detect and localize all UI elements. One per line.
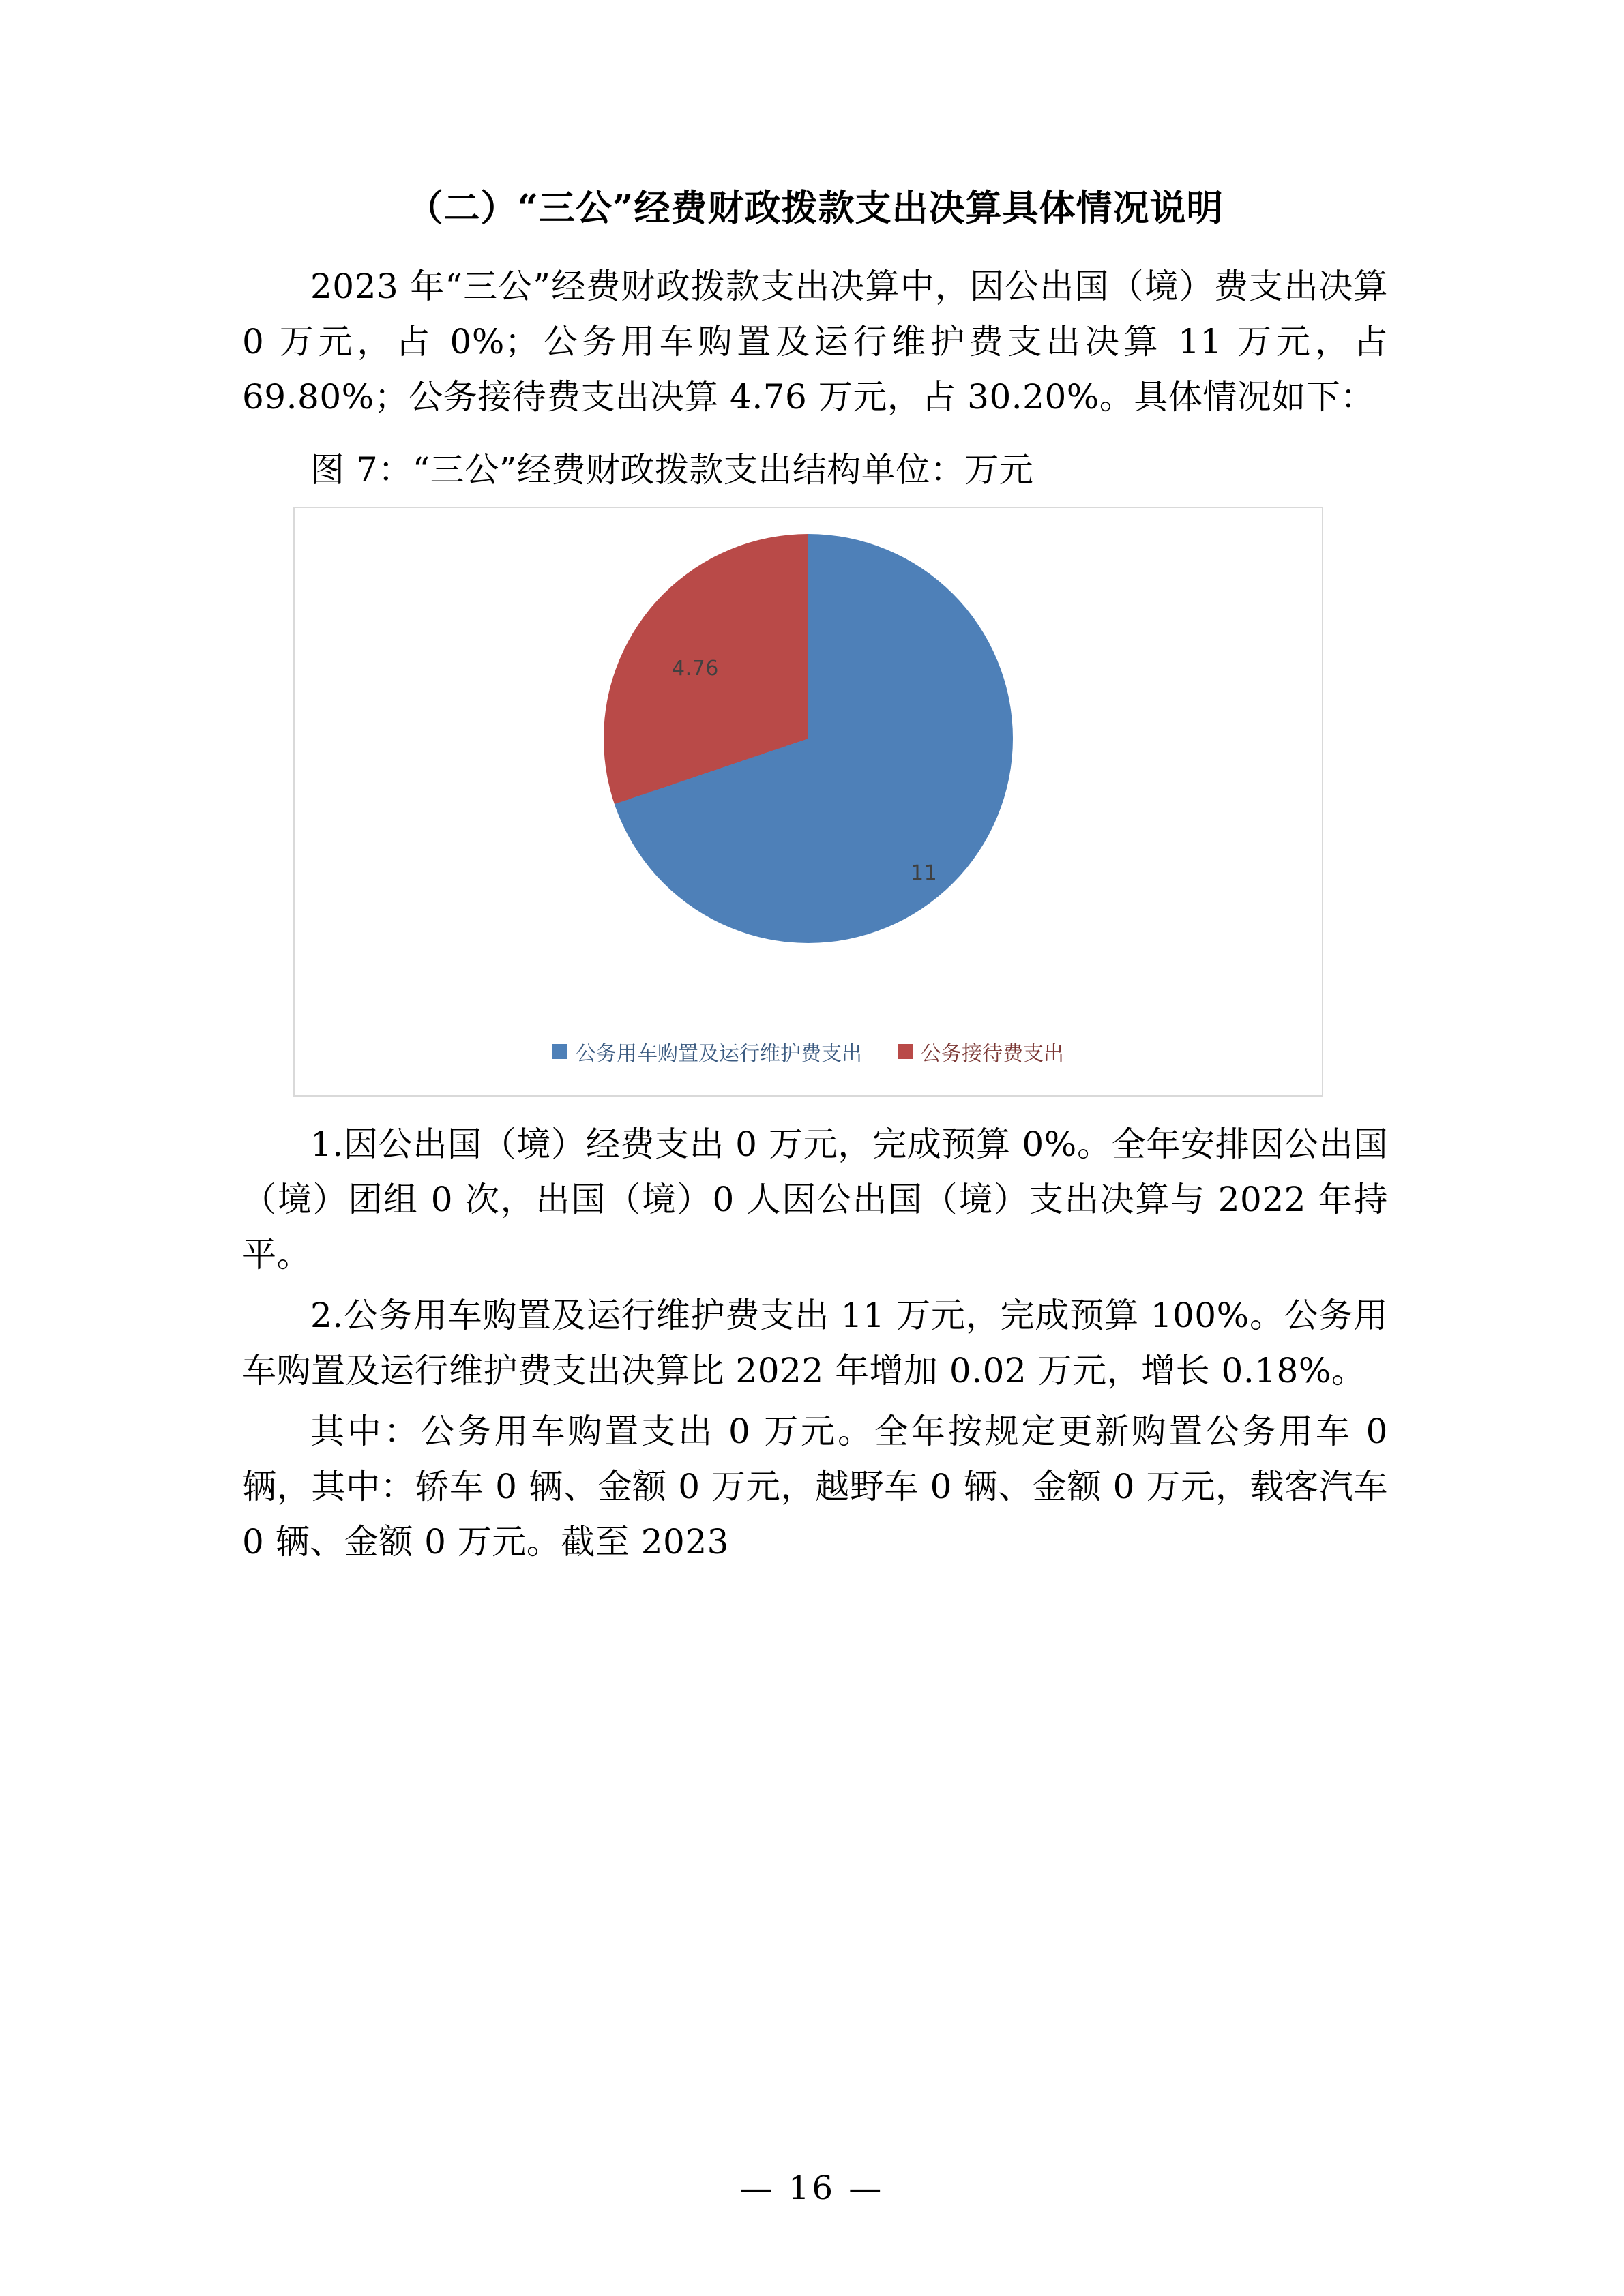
pie-chart [293, 507, 1323, 1097]
pie-slice-label-vehicle: 11 [911, 861, 938, 885]
legend-item-reception [898, 1037, 1064, 1067]
legend-swatch-red-icon [898, 1044, 913, 1059]
pie-slice-label-reception: 4.76 [672, 656, 719, 681]
page-content [242, 184, 1388, 1575]
paragraph-vehicle-purchase: 其中：公务用车购置支出 0 万元。全年按规定更新购置公务用车 0 辆，其中：轿车 0 辆、金额 0 万元，越野车 0 辆、金额 0 万元，载客汽车 0 辆、金额 0 万元。截至 2023 [242, 1411, 1388, 1562]
legend-item-vehicle [552, 1037, 862, 1067]
paragraph-summary: 2023 年“三公”经费财政拨款支出决算中，因公出国（境）费支出决算 0 万元，占 0%；公务用车购置及运行维护费支出决算 11 万元，占 69.80%；公务接待费支出决算 4.76 万元，占 30.20%。具体情况如下： [242, 266, 1388, 417]
paragraph-vehicle: 2.公务用车购置及运行维护费支出 11 万元，完成预算 100%。公务用车购置及运行维护费支出决算比 2022 年增加 0.02 万元，增长 0.18%。 [242, 1295, 1388, 1390]
page-number: — 16 — [739, 2169, 885, 2207]
pie-circle [604, 534, 1013, 943]
pie-plot-area [295, 534, 1322, 984]
legend-label-reception: 公务接待费支出 [921, 1041, 1064, 1066]
section-heading: （二）“三公”经费财政拨款支出决算具体情况说明 [407, 187, 1224, 229]
chart-legend [295, 1037, 1322, 1067]
legend-swatch-blue-icon [552, 1044, 567, 1059]
figure-caption: 图 7：“三公”经费财政拨款支出结构单位：万元 [310, 449, 1034, 490]
legend-label-vehicle: 公务用车购置及运行维护费支出 [576, 1041, 862, 1066]
paragraph-abroad: 1.因公出国（境）经费支出 0 万元，完成预算 0%。全年安排因公出国（境）团组 0 次，出国（境）0 人因公出国（境）支出决算与 2022 年持平。 [242, 1124, 1388, 1274]
